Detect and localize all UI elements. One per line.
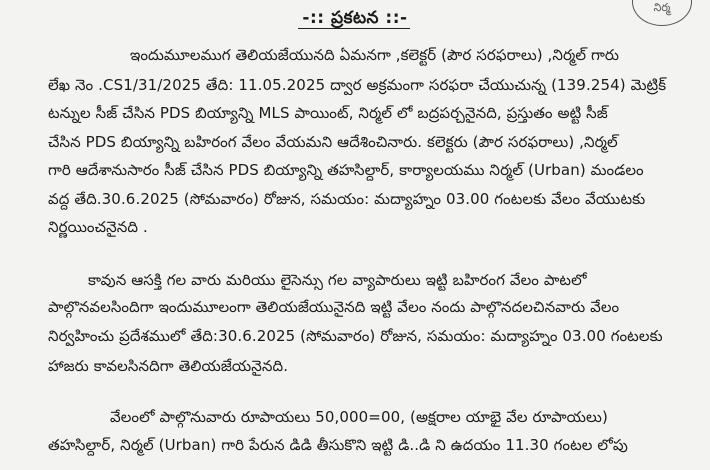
notice-title: -:: ప్రకటన ::- [302,8,408,28]
para2-line-1: కావున ఆసక్తి గల వారు మరియు లైసెన్సు గల వ్యాపారులు ఇట్టి బహిరంగ వేలం పాటలో [88,271,587,289]
para1-line-3: టన్నుల సీజ్ చేసిన PDS బియ్యాన్ని MLS పాయింట్, నిర్మల్ లో బద్రపర్చనైనది, ప్రస్తుతం అట్టి సీజ్ [48,104,608,122]
para1-line-5: గారి ఆదేశానుసారం సీజ్ చేసిన PDS బియ్యాన్ని తహసిల్దార్, కార్యాలయము నిర్మల్ (Urban) మండలం [48,161,644,179]
para2-line-3: నిర్వహించు ప్రదేశములో తేది:30.6.2025 (సోమవారం) రోజున, సమయం: మద్యాహ్నం 03.00 గంటలకు [48,327,663,345]
seal-text: నిర్మ [653,1,671,14]
title-underline [298,28,410,29]
para1-line-1: ఇందుమూలముగ తెలియజేయునది ఏమనగా ,కలెక్టర్ (పౌర సరఫరాలు) ,నిర్మల్ గారు [130,46,620,64]
para1-line-6: వద్ద తేది.30.6.2025 (సోమవారం) రోజున, సమయం: మద్యాహ్నం 03.00 గంటలకు వేలం వేయుటకు [48,190,646,208]
para1-line-2: లేఖ నెం .CS1/31/2025 తేది: 11.05.2025 ద్వార అక్రమంగా సరఫరా చేయుచున్న (139.254) మెట్రిక్ [48,76,667,94]
para1-line-4: చేసిన PDS బియ్యాన్ని బహిరంగ వేలం వేయమని ఆదేశించినారు. కలెక్టరు (పౌర సరఫరాలు) ,నిర్మల్ [48,133,618,151]
para1-line-7: నిర్ణయించనైనది . [48,218,148,236]
para2-line-4: హాజరు కావలసినదిగా తెలియజేయనైనది. [48,357,289,375]
para2-line-2: పాల్గొనవలసిందిగా ఇందుమూలంగా తెలియజేయునైనది ఇట్టి వేలం నందు పాల్గొనదలచినవారు వేలం [48,298,620,316]
para3-line-2: తహసిల్దార్, నిర్మల్ (Urban) గారి పేరున డిడి తీసుకొని ఇట్టి డి..డి ని ఉదయం 11.30 గంటల లోపు [48,436,628,454]
para3-line-1: వేలంలో పాల్గొనువారు రూపాయలు 50,000=00, (అక్షరాల యాభై వేల రూపాయలు) [110,408,608,426]
